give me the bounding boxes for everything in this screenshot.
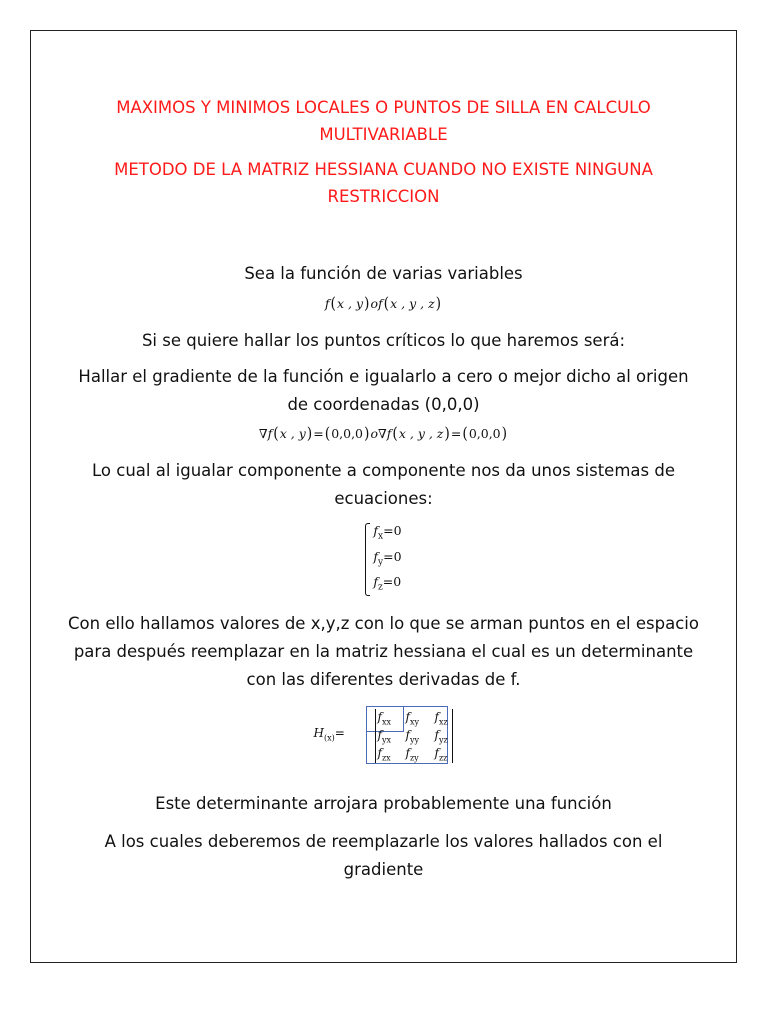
paragraph-determinant: Este determinante arrojara probablemente una función [155, 793, 612, 813]
hessian-cell-f: f [434, 727, 439, 742]
eq-func-f2: f [378, 296, 383, 311]
hessian-cell-yx [378, 728, 391, 744]
document-content [30, 30, 737, 963]
eq-grad-f1: f [267, 426, 273, 441]
system-rhs: =0 [383, 548, 402, 564]
hessian-cell-xy [406, 710, 419, 726]
determinant-left-bar [375, 709, 376, 763]
eq-grad-eq1: = [313, 426, 324, 441]
hessian-cell-f: f [405, 727, 410, 742]
eq-grad-eq2: = [450, 426, 462, 441]
paragraph-intro: Sea la función de varias variables [244, 264, 523, 283]
hessian-matrix [314, 706, 454, 768]
title-line-2: METODO DE LA MATRIZ HESSIANA CUANDO NO EXISTE NINGUNA RESTRICCION [114, 160, 653, 206]
hessian-cell-xz [435, 710, 448, 726]
eq-grad-args2: x , y , z [398, 426, 444, 441]
system-row-z [373, 572, 401, 598]
system-rhs: =0 [382, 574, 402, 589]
eq-grad-val2: 0,0,0 [468, 426, 501, 441]
hessian-cell-zx [378, 746, 391, 762]
equation-gradient: ∇f(x , y)=(0,0,0)o∇f(x , y , z)=(0,0,0) [258, 425, 508, 443]
equation-system [365, 521, 401, 598]
hessian-cell-yz [435, 728, 448, 744]
hessian-cell-yy [406, 728, 420, 744]
hessian-cell-sub: zy [409, 752, 419, 762]
hessian-cell-f: f [377, 709, 382, 724]
system-sub: y [378, 557, 384, 567]
paragraph-gradient: Hallar el gradiente de la función e igualarlo a cero o mejor dicho al origen de coordenadas (0,0,0) [78, 367, 689, 414]
hessian-cell-sub: xx [381, 716, 391, 726]
paragraph-critical-points: Si se quiere hallar los puntos críticos lo que haremos será: [141, 331, 626, 350]
hessian-equals: = [334, 725, 345, 740]
paragraph-points: Con ello hallamos valores de x,y,z con lo que se arman puntos en el espacio para después reemplazar en la matriz hessiana el cual es un determinante con las diferentes derivadas de f. [68, 613, 699, 689]
system-f: f [373, 548, 379, 564]
equation-function: f(x , y)of(x , y , z) [324, 295, 442, 313]
system-f: f [373, 574, 379, 589]
hessian-label [314, 726, 345, 742]
system-sub: z [378, 582, 383, 593]
hessian-cell-xx [378, 710, 391, 726]
hessian-cell-sub: zx [381, 752, 391, 762]
hessian-label-letter: H [313, 725, 324, 740]
eq-grad-val1: 0,0,0 [331, 426, 364, 441]
determinant-right-bar [452, 709, 453, 763]
paragraph-replace: A los cuales deberemos de reemplazarle los valores hallados con el gradiente [104, 831, 663, 879]
hessian-cell-sub: xy [409, 716, 419, 726]
hessian-cell-zy [406, 746, 419, 762]
hessian-label-sub: (x) [323, 732, 335, 742]
hessian-cell-f: f [405, 745, 410, 760]
hessian-cell-sub: zz [438, 752, 448, 762]
hessian-cell-sub: yx [381, 734, 391, 744]
hessian-cell-sub: xz [438, 716, 448, 726]
hessian-cell-f: f [434, 745, 439, 760]
system-rhs: =0 [383, 523, 402, 538]
eq-func-f1: f [324, 296, 330, 311]
hessian-cell-f: f [434, 709, 439, 724]
eq-func-args1: x , y [336, 296, 364, 311]
eq-func-args2: x , y , z [390, 296, 435, 311]
hessian-cell-zz [435, 746, 448, 762]
nabla-symbol-2: ∇ [378, 426, 387, 441]
eq-func-connector: o [370, 296, 379, 311]
hessian-cell-sub: yz [438, 734, 448, 744]
eq-grad-connector: o [370, 426, 379, 441]
paragraph-system: Lo cual al igualar componente a componente nos da unos sistemas de ecuaciones: [92, 461, 675, 508]
system-f: f [373, 523, 379, 538]
title-line-1: MAXIMOS Y MINIMOS LOCALES O PUNTOS DE SILLA EN CALCULO MULTIVARIABLE [116, 98, 651, 144]
system-sub: x [378, 531, 384, 542]
hessian-cell-f: f [377, 727, 382, 742]
hessian-cell-f: f [377, 745, 382, 760]
eq-grad-f2: f [386, 426, 392, 441]
hessian-cell-f: f [405, 709, 410, 724]
hessian-cell-sub: yy [409, 734, 419, 744]
system-row-y [373, 547, 401, 573]
eq-grad-args1: x , y [279, 426, 306, 441]
nabla-symbol-1: ∇ [258, 426, 268, 441]
system-row-x [373, 521, 401, 547]
